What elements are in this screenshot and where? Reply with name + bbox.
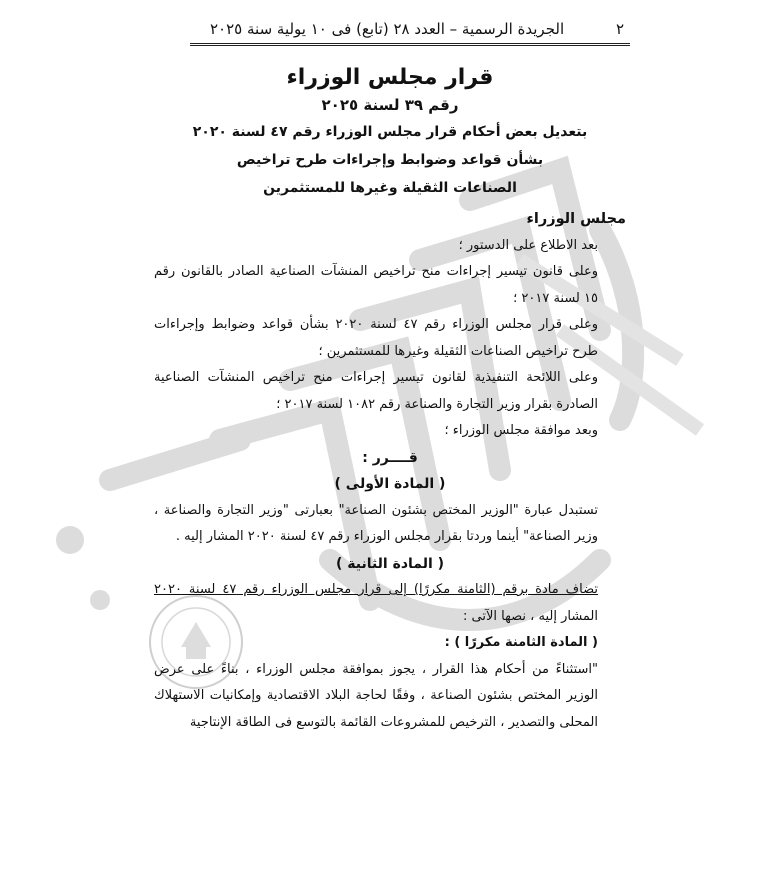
header-rule: [190, 43, 630, 46]
article-8-bis-text: "استثناءً من أحكام هذا القرار ، يجوز بموافقة مجلس الوزراء ، بناءً على عرض الوزير المختص بشئون الصناعة ، وفقًا لحاجة البلاد الاقتصادية وإمكانيات الاستهلاك المحلى والتصدير ، الترخيص للمشروعات القائمة بالتوسع فى الطاقة الإنتاجية: [154, 661, 598, 730]
article-1-heading: ( المادة الأولى ): [334, 476, 446, 492]
article-1-text: تستبدل عبارة "الوزير المختص بشئون الصناعة" بعبارتى "وزير التجارة والصناعة ، وزير الصناعة" أينما وردتا بقرار مجلس الوزراء رقم ٤٧ لسنة ٢٠٢٠ المشار إليه .: [154, 502, 598, 544]
page-number: ٢: [615, 20, 624, 38]
article-2-underlined-text: تضاف مادة برقم (الثامنة مكررًا) إلى قرار مجلس الوزراء رقم ٤٧ لسنة ٢٠٢٠: [154, 582, 599, 597]
preamble-item: وعلى قرار مجلس الوزراء رقم ٤٧ لسنة ٢٠٢٠ بشأن قواعد وضوابط وإجراءات طرح تراخيص الصناعات الثقيلة وغيرها للمستثمرين ؛: [154, 317, 598, 359]
running-header: الجريدة الرسمية – العدد ٢٨ (تابع) فى ١٠ يولية سنة ٢٠٢٥: [210, 20, 565, 38]
preamble-item: بعد الاطلاع على الدستور ؛: [458, 237, 598, 253]
decree-body: [154, 206, 626, 736]
council-heading: مجلس الوزراء: [526, 211, 626, 227]
decided-heading: قــــرر :: [362, 449, 418, 466]
decree-subject-line-3: الصناعات الثقيلة وغيرها للمستثمرين: [263, 180, 517, 196]
article-8-bis-heading: ( المادة الثامنة مكررًا ) :: [444, 635, 598, 650]
article-2-text: [154, 577, 626, 630]
decree-subject-line-1: بتعديل بعض أحكام قرار مجلس الوزراء رقم ٤٧ لسنة ٢٠٢٠: [192, 124, 588, 140]
preamble-item: وعلى اللائحة التنفيذية لقانون تيسير إجراءات منح تراخيص المنشآت الصناعية الصادرة بقرار وزير التجارة والصناعة رقم ١٠٨٢ لسنة ٢٠١٧ ؛: [154, 370, 598, 412]
decree-subject-line-2: بشأن قواعد وضوابط وإجراءات طرح تراخيص: [236, 152, 544, 168]
article-2-text-rest: المشار إليه ، نصها الآتى :: [463, 608, 598, 624]
decree-title-block: [160, 64, 620, 202]
preamble-item: وبعد موافقة مجلس الوزراء ؛: [444, 423, 598, 438]
preamble-item: وعلى قانون تيسير إجراءات منح تراخيص المنشآت الصناعية الصادر بالقانون رقم ١٥ لسنة ٢٠١٧ ؛: [154, 264, 598, 306]
decree-number: رقم ٣٩ لسنة ٢٠٢٥: [321, 96, 459, 114]
article-2-heading: ( المادة الثانية ): [335, 555, 445, 572]
decree-title: قرار مجلس الوزراء: [286, 65, 494, 90]
